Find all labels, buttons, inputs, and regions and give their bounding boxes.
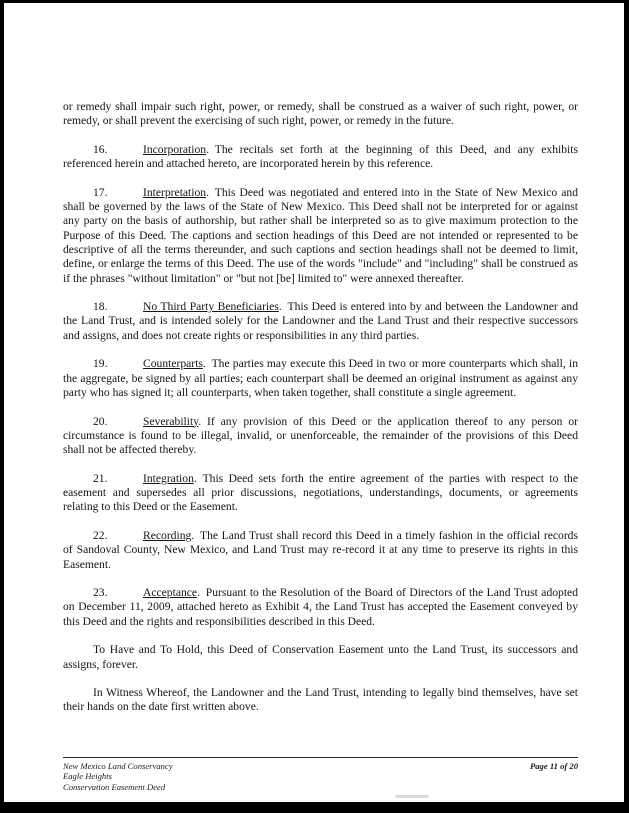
section-heading: Recording	[143, 528, 192, 542]
document-page	[4, 3, 624, 802]
numbered-paragraph: 17. Interpretation. This Deed was negotiated and entered into in the State of New Mexico and shall be governed by the laws of the State of New Mexico. This Deed shall not be interpreted for or against any party on the basis of authorship, but rather shall be interpreted so as to give maximum protection to the Purpose of this Deed. The captions and section headings of this Deed are not intended or represented to be descriptive of all the terms thereunder, and such captions and section headings shall not be deemed to limit, define, or enlarge the terms of this Deed. The use of the words "include" and "including" shall be construed as if the phrases "without limitation" or "but not [be] limited to" were annexed thereafter.	[63, 185, 578, 285]
page-footer	[63, 757, 578, 792]
section-heading: Acceptance	[143, 586, 198, 600]
section-heading: Incorporation	[143, 142, 207, 156]
paragraph: or remedy shall impair such right, power, or remedy, shall be construed as a waiver of such right, power, or remedy, or shall prevent the exercising of such right, power, or remedy in the future.	[63, 100, 578, 128]
section-number: 20.	[93, 414, 108, 428]
section-number: 18.	[93, 300, 108, 314]
section-heading: No Third Party Beneficiaries	[143, 300, 279, 314]
section-number: 19.	[93, 357, 108, 371]
footer-rule	[63, 757, 578, 758]
section-heading: Severability	[143, 414, 199, 428]
section-number: 17.	[93, 185, 108, 199]
section-number: 23.	[93, 586, 108, 600]
numbered-paragraph: 21. Integration. This Deed sets forth the entire agreement of the parties with respect to the easement and supersedes all prior discussions, negotiations, understandings, documents, or agreements relating to this Deed or the Easement.	[63, 471, 578, 514]
paragraph: In Witness Whereof, the Landowner and the Land Trust, intending to legally bind themselves, have set their hands on the date first written above.	[63, 686, 578, 714]
footer-project-line: Eagle Heights	[63, 771, 112, 782]
section-number: 22.	[93, 528, 108, 542]
numbered-paragraph: 20. Severability. If any provision of this Deed or the application thereof to any person or circumstance is found to be illegal, invalid, or unenforceable, the remainder of the provisions of this Deed shall not be affected thereby.	[63, 414, 578, 457]
numbered-paragraph: 16. Incorporation. The recitals set forth at the beginning of this Deed, and any exhibits referenced herein and attached hereto, are incorporated herein by this reference.	[63, 142, 578, 171]
section-heading: Interpretation	[143, 185, 207, 199]
paragraph: To Have and To Hold, this Deed of Conservation Easement unto the Land Trust, its successors and assigns, forever.	[63, 643, 578, 671]
footer-org-line: New Mexico Land Conservancy	[63, 761, 173, 771]
numbered-paragraph: 22. Recording. The Land Trust shall record this Deed in a timely fashion in the official records of Sandoval County, New Mexico, and Land Trust may re-record it at any time to preserve its rights in this Easement.	[63, 528, 578, 571]
footer-document-info	[63, 761, 173, 792]
section-number: 16.	[93, 142, 108, 156]
footer-page-number: Page 11 of 20	[530, 761, 578, 771]
document-body	[63, 100, 578, 715]
footer-title-line: Conservation Easement Deed	[63, 781, 166, 792]
numbered-paragraph: 18. No Third Party Beneficiaries. This Deed is entered into by and between the Landowner and the Land Trust, and is intended solely for the Landowner and the Land Trust and their respective successors and assigns, and does not create rights or responsibilities in any third parties.	[63, 300, 578, 342]
section-heading: Counterparts	[143, 357, 203, 371]
numbered-paragraph: 23. Acceptance. Pursuant to the Resolution of the Board of Directors of the Land Trust adopted on December 11, 2009, attached hereto as Exhibit 4, the Land Trust has accepted the Easement conveyed by this Deed and the rights and responsibilities described in this Deed.	[63, 586, 578, 628]
section-number: 21.	[93, 471, 108, 485]
scan-artifact	[395, 795, 429, 798]
section-heading: Integration	[143, 471, 194, 485]
numbered-paragraph: 19. Counterparts. The parties may execute this Deed in two or more counterparts which shall, in the aggregate, be signed by all parties; each counterpart shall be deemed an original instrument as against any party who has signed it; all counterparts, when taken together, shall constitute a single agreement.	[63, 357, 578, 399]
